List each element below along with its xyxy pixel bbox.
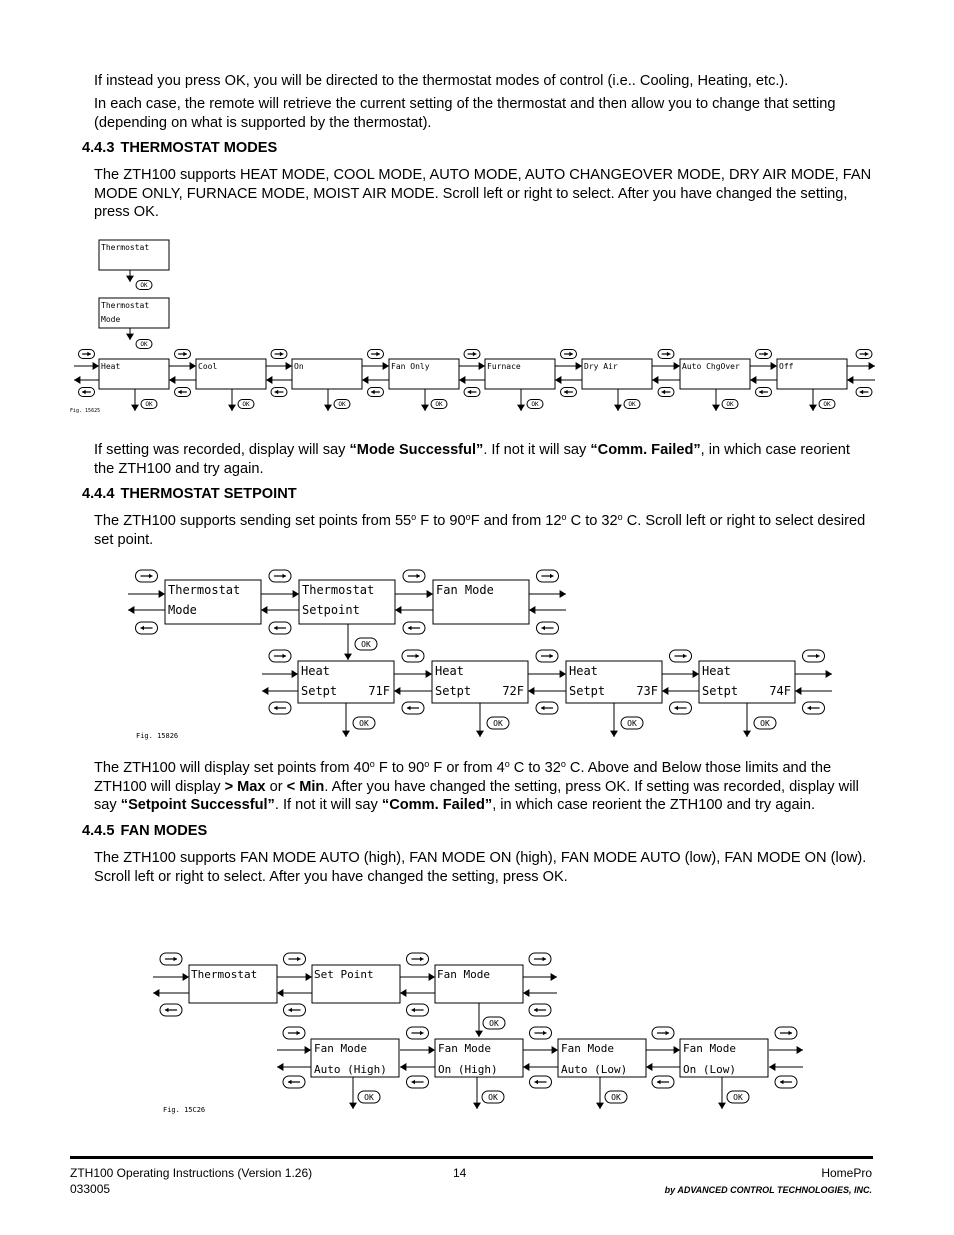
display-text: Thermostat [101, 301, 150, 310]
section-4-4-4-body: The ZTH100 supports sending set points from 55$^o$ F to 90$^o$F and from 12$^o$ C to 32$^o$ C. Scroll left or right to select desired set point. [94, 512, 866, 548]
display-text: On (High) [438, 1063, 498, 1076]
mode-successful-message: “Mode Successful” [349, 442, 484, 458]
display-text: Cool [198, 362, 218, 371]
ok-label: OK [760, 718, 770, 728]
display-text: 71F [368, 684, 390, 698]
arrowhead [429, 1046, 435, 1054]
display-text: On [294, 362, 304, 371]
display-text: Furnace [487, 362, 521, 371]
display-text: Heat [569, 664, 598, 678]
display-text: Setpt [435, 684, 472, 698]
ok-label: OK [611, 1092, 621, 1102]
ok-label: OK [140, 282, 148, 290]
display-text: Heat [301, 664, 330, 678]
display-text: Thermostat [191, 968, 258, 981]
max-indicator: > Max [224, 778, 266, 795]
display-text: Thermostat [101, 243, 150, 252]
arrowhead [429, 973, 435, 981]
display-text: On (Low) [683, 1063, 736, 1076]
min-indicator: < Min [286, 778, 325, 795]
section-number: 4.4.3 [82, 140, 115, 156]
intro-line-2: In each case, the remote will retrieve the current setting of the thermostat and then allow you to change that setting (depending on what is supported by the thermostat). [94, 96, 836, 131]
display-text: Fan Mode [438, 1042, 491, 1055]
section-number: 4.4.4 [82, 486, 115, 502]
display-text: Fan Mode [437, 968, 490, 981]
display-text: Setpoint [302, 603, 360, 617]
display-text: Off [779, 362, 794, 371]
section-4-4-5-body: The ZTH100 supports FAN MODE AUTO (high), FAN MODE ON (high), FAN MODE AUTO (low), FAN MODE ON (low). Scroll left or right to select. After you have changed the setting, press OK. [94, 850, 867, 885]
display-text: Setpt [301, 684, 338, 698]
ok-label: OK [435, 401, 443, 409]
display-text: Fan Mode [561, 1042, 614, 1055]
footer-doc-title: ZTH100 Operating Instructions (Version 1.26) [70, 1166, 313, 1180]
ok-label: OK [140, 341, 148, 349]
display-text: Fan Mode [314, 1042, 367, 1055]
ok-label: OK [628, 401, 636, 409]
ok-label: OK [823, 401, 831, 409]
display-text: 72F [502, 684, 524, 698]
ok-label: OK [488, 1092, 498, 1102]
display-text: 73F [636, 684, 658, 698]
arrowhead [183, 973, 189, 981]
section-title: THERMOSTAT SETPOINT [120, 486, 297, 502]
display-text: Setpt [569, 684, 606, 698]
arrowhead [797, 1046, 803, 1054]
section-title: THERMOSTAT MODES [120, 140, 278, 156]
arrowhead [305, 1046, 311, 1054]
arrowhead [400, 989, 406, 997]
ok-label: OK [493, 718, 503, 728]
arrowhead [718, 1103, 726, 1109]
arrowhead [153, 989, 159, 997]
display-text: Fan Mode [436, 583, 494, 597]
arrowhead [349, 1103, 357, 1109]
arrowhead [551, 973, 557, 981]
ok-label: OK [531, 401, 539, 409]
ok-label: OK [338, 401, 346, 409]
arrowhead [674, 1046, 680, 1054]
footer-company: by ADVANCED CONTROL TECHNOLOGIES, INC. [664, 1185, 872, 1195]
comm-failed-message: “Comm. Failed” [590, 442, 701, 458]
arrowhead [400, 1063, 406, 1071]
arrowhead [596, 1103, 604, 1109]
display-text: Set Point [314, 968, 374, 981]
ok-label: OK [364, 1092, 374, 1102]
display-text: Fan Only [391, 362, 430, 371]
display-text: Fig. 15625 [70, 408, 101, 414]
footer-doc-code: 033005 [70, 1182, 111, 1196]
ok-label: OK [361, 639, 371, 649]
section-number: 4.4.5 [82, 823, 115, 839]
ok-label: OK [726, 401, 734, 409]
footer-rule [70, 1156, 873, 1159]
arrowhead [473, 1103, 481, 1109]
arrowhead [552, 1046, 558, 1054]
arrowhead [475, 1031, 483, 1037]
display-text: Heat [101, 362, 121, 371]
display-text: Fig. 15C26 [163, 1106, 206, 1114]
ok-label: OK [489, 1018, 499, 1028]
mode-result-text: If setting was recorded, display will say “Mode Successful”. If not it will say “Comm. Failed”, in which case reorient the ZTH100 and try again. [94, 442, 850, 477]
footer-brand: HomePro [821, 1166, 872, 1180]
display-text: Thermostat [168, 583, 241, 597]
display-text: Auto (Low) [561, 1063, 628, 1076]
page-number: 14 [453, 1166, 467, 1180]
ok-label: OK [145, 401, 153, 409]
display-text: Dry Air [584, 362, 618, 371]
arrowhead [277, 989, 283, 997]
display-text: Heat [435, 664, 464, 678]
display-text: Fan Mode [683, 1042, 736, 1055]
ok-label: OK [627, 718, 637, 728]
display-text: Fig. 15826 [136, 732, 179, 740]
ok-label: OK [733, 1092, 743, 1102]
display-text: 74F [769, 684, 791, 698]
comm-failed-message: “Comm. Failed” [381, 797, 493, 813]
arrowhead [523, 1063, 529, 1071]
ok-label: OK [242, 401, 250, 409]
display-text: Auto ChgOver [682, 362, 740, 371]
arrowhead [769, 1063, 775, 1071]
setpoint-successful-message: “Setpoint Successful” [120, 797, 275, 813]
display-text: Heat [702, 664, 731, 678]
arrowhead [523, 989, 529, 997]
display-text: Mode [101, 315, 121, 324]
setpoint-result-text: The ZTH100 will display set points from 40$^o$ F to 90$^o$ F or from 4$^o$ C to 32$^o$ C. Above and Below those limits and the ZTH100 will display > Max or < Min. After you have changed the setting, press OK. If setting was recorded, display will say “Setpoint Successful”. If not it will say “Comm. Failed”, in which case reorient the ZTH100 and try again. [94, 759, 859, 813]
arrowhead [277, 1063, 283, 1071]
ok-label: OK [359, 718, 369, 728]
arrowhead [646, 1063, 652, 1071]
arrowhead [306, 973, 312, 981]
section-4-4-3-body: The ZTH100 supports HEAT MODE, COOL MODE, AUTO MODE, AUTO CHANGEOVER MODE, DRY AIR MODE, FAN MODE ONLY, FURNACE MODE, MOIST AIR MODE. Scroll left or right to select. After you have changed the setting, press OK. [94, 167, 872, 220]
display-text: Setpt [702, 684, 739, 698]
display-text: Mode [168, 603, 197, 617]
display-text: Auto (High) [314, 1063, 387, 1076]
section-title: FAN MODES [120, 823, 208, 839]
display-text: Thermostat [302, 583, 375, 597]
intro-line-1: If instead you press OK, you will be directed to the thermostat modes of control (i.e.. Cooling, Heating, etc.). [94, 73, 789, 89]
